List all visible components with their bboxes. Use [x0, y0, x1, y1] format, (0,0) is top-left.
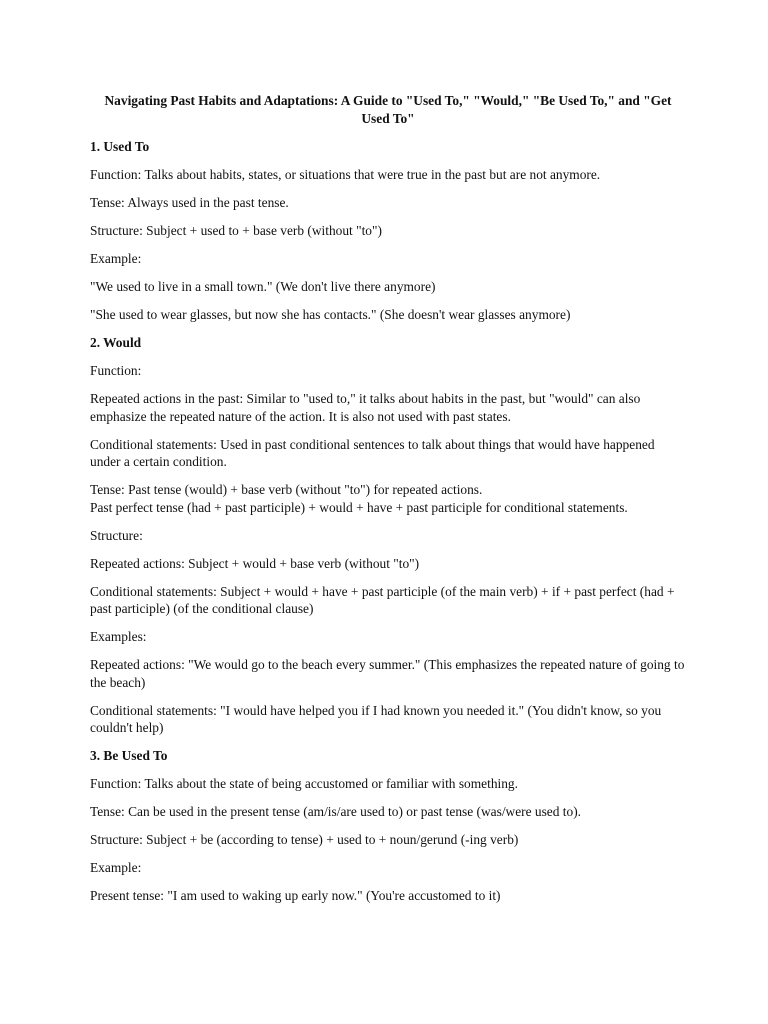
paragraph: Example:	[90, 860, 142, 875]
paragraph: Conditional statements: Used in past conditional sentences to talk about things that would have happened under a certain condition.	[90, 436, 655, 469]
paragraph: Example:	[90, 251, 142, 266]
section-used-to	[90, 138, 686, 324]
section-heading: 2. Would	[90, 335, 142, 350]
paragraph: Examples:	[90, 629, 147, 644]
paragraph: "We used to live in a small town." (We don't live there anymore)	[90, 279, 436, 294]
paragraph	[90, 481, 686, 516]
paragraph: Present tense: "I am used to waking up early now." (You're accustomed to it)	[90, 888, 501, 903]
paragraph: Tense: Can be used in the present tense (am/is/are used to) or past tense (was/were used to).	[90, 804, 582, 819]
paragraph: Function: Talks about habits, states, or situations that were true in the past but are not anymore.	[90, 167, 601, 182]
section-heading: 3. Be Used To	[90, 748, 168, 763]
paragraph-line: Past perfect tense (had + past participle) + would + have + past participle for conditional statements.	[90, 499, 628, 515]
paragraph-line: Tense: Past tense (would) + base verb (without "to") for repeated actions.	[90, 482, 483, 497]
paragraph: Structure: Subject + be (according to tense) + used to + noun/gerund (-ing verb)	[90, 832, 519, 847]
paragraph: Structure: Subject + used to + base verb (without "to")	[90, 223, 382, 238]
document-title: Navigating Past Habits and Adaptations: A Guide to "Used To," "Would," "Be Used To," and "Get Used To"	[104, 93, 672, 126]
paragraph: Repeated actions: Subject + would + base verb (without "to")	[90, 555, 420, 571]
paragraph: "She used to wear glasses, but now she has contacts." (She doesn't wear glasses anymore)	[90, 307, 571, 322]
paragraph: Repeated actions: "We would go to the beach every summer." (This emphasizes the repeated nature of going to the beach)	[90, 657, 685, 690]
paragraph: Function: Talks about the state of being accustomed or familiar with something.	[90, 776, 518, 791]
section-be-used-to	[90, 747, 686, 905]
paragraph: Tense: Always used in the past tense.	[90, 195, 289, 210]
paragraph: Conditional statements: Subject + would + have + past participle (of the main verb) + if + past perfect (had + past participle) (of the conditional clause)	[90, 583, 675, 616]
paragraph: Function:	[90, 363, 142, 378]
section-heading: 1. Used To	[90, 139, 150, 154]
section-would	[90, 334, 686, 737]
document-page	[90, 92, 686, 915]
paragraph: Conditional statements: "I would have helped you if I had known you needed it." (You didn't know, so you couldn't help)	[90, 702, 662, 735]
paragraph: Structure:	[90, 527, 143, 543]
paragraph: Repeated actions in the past: Similar to "used to," it talks about habits in the past, but "would" can also emphasize the repeated nature of the action. It is also not used with past states.	[90, 391, 641, 424]
